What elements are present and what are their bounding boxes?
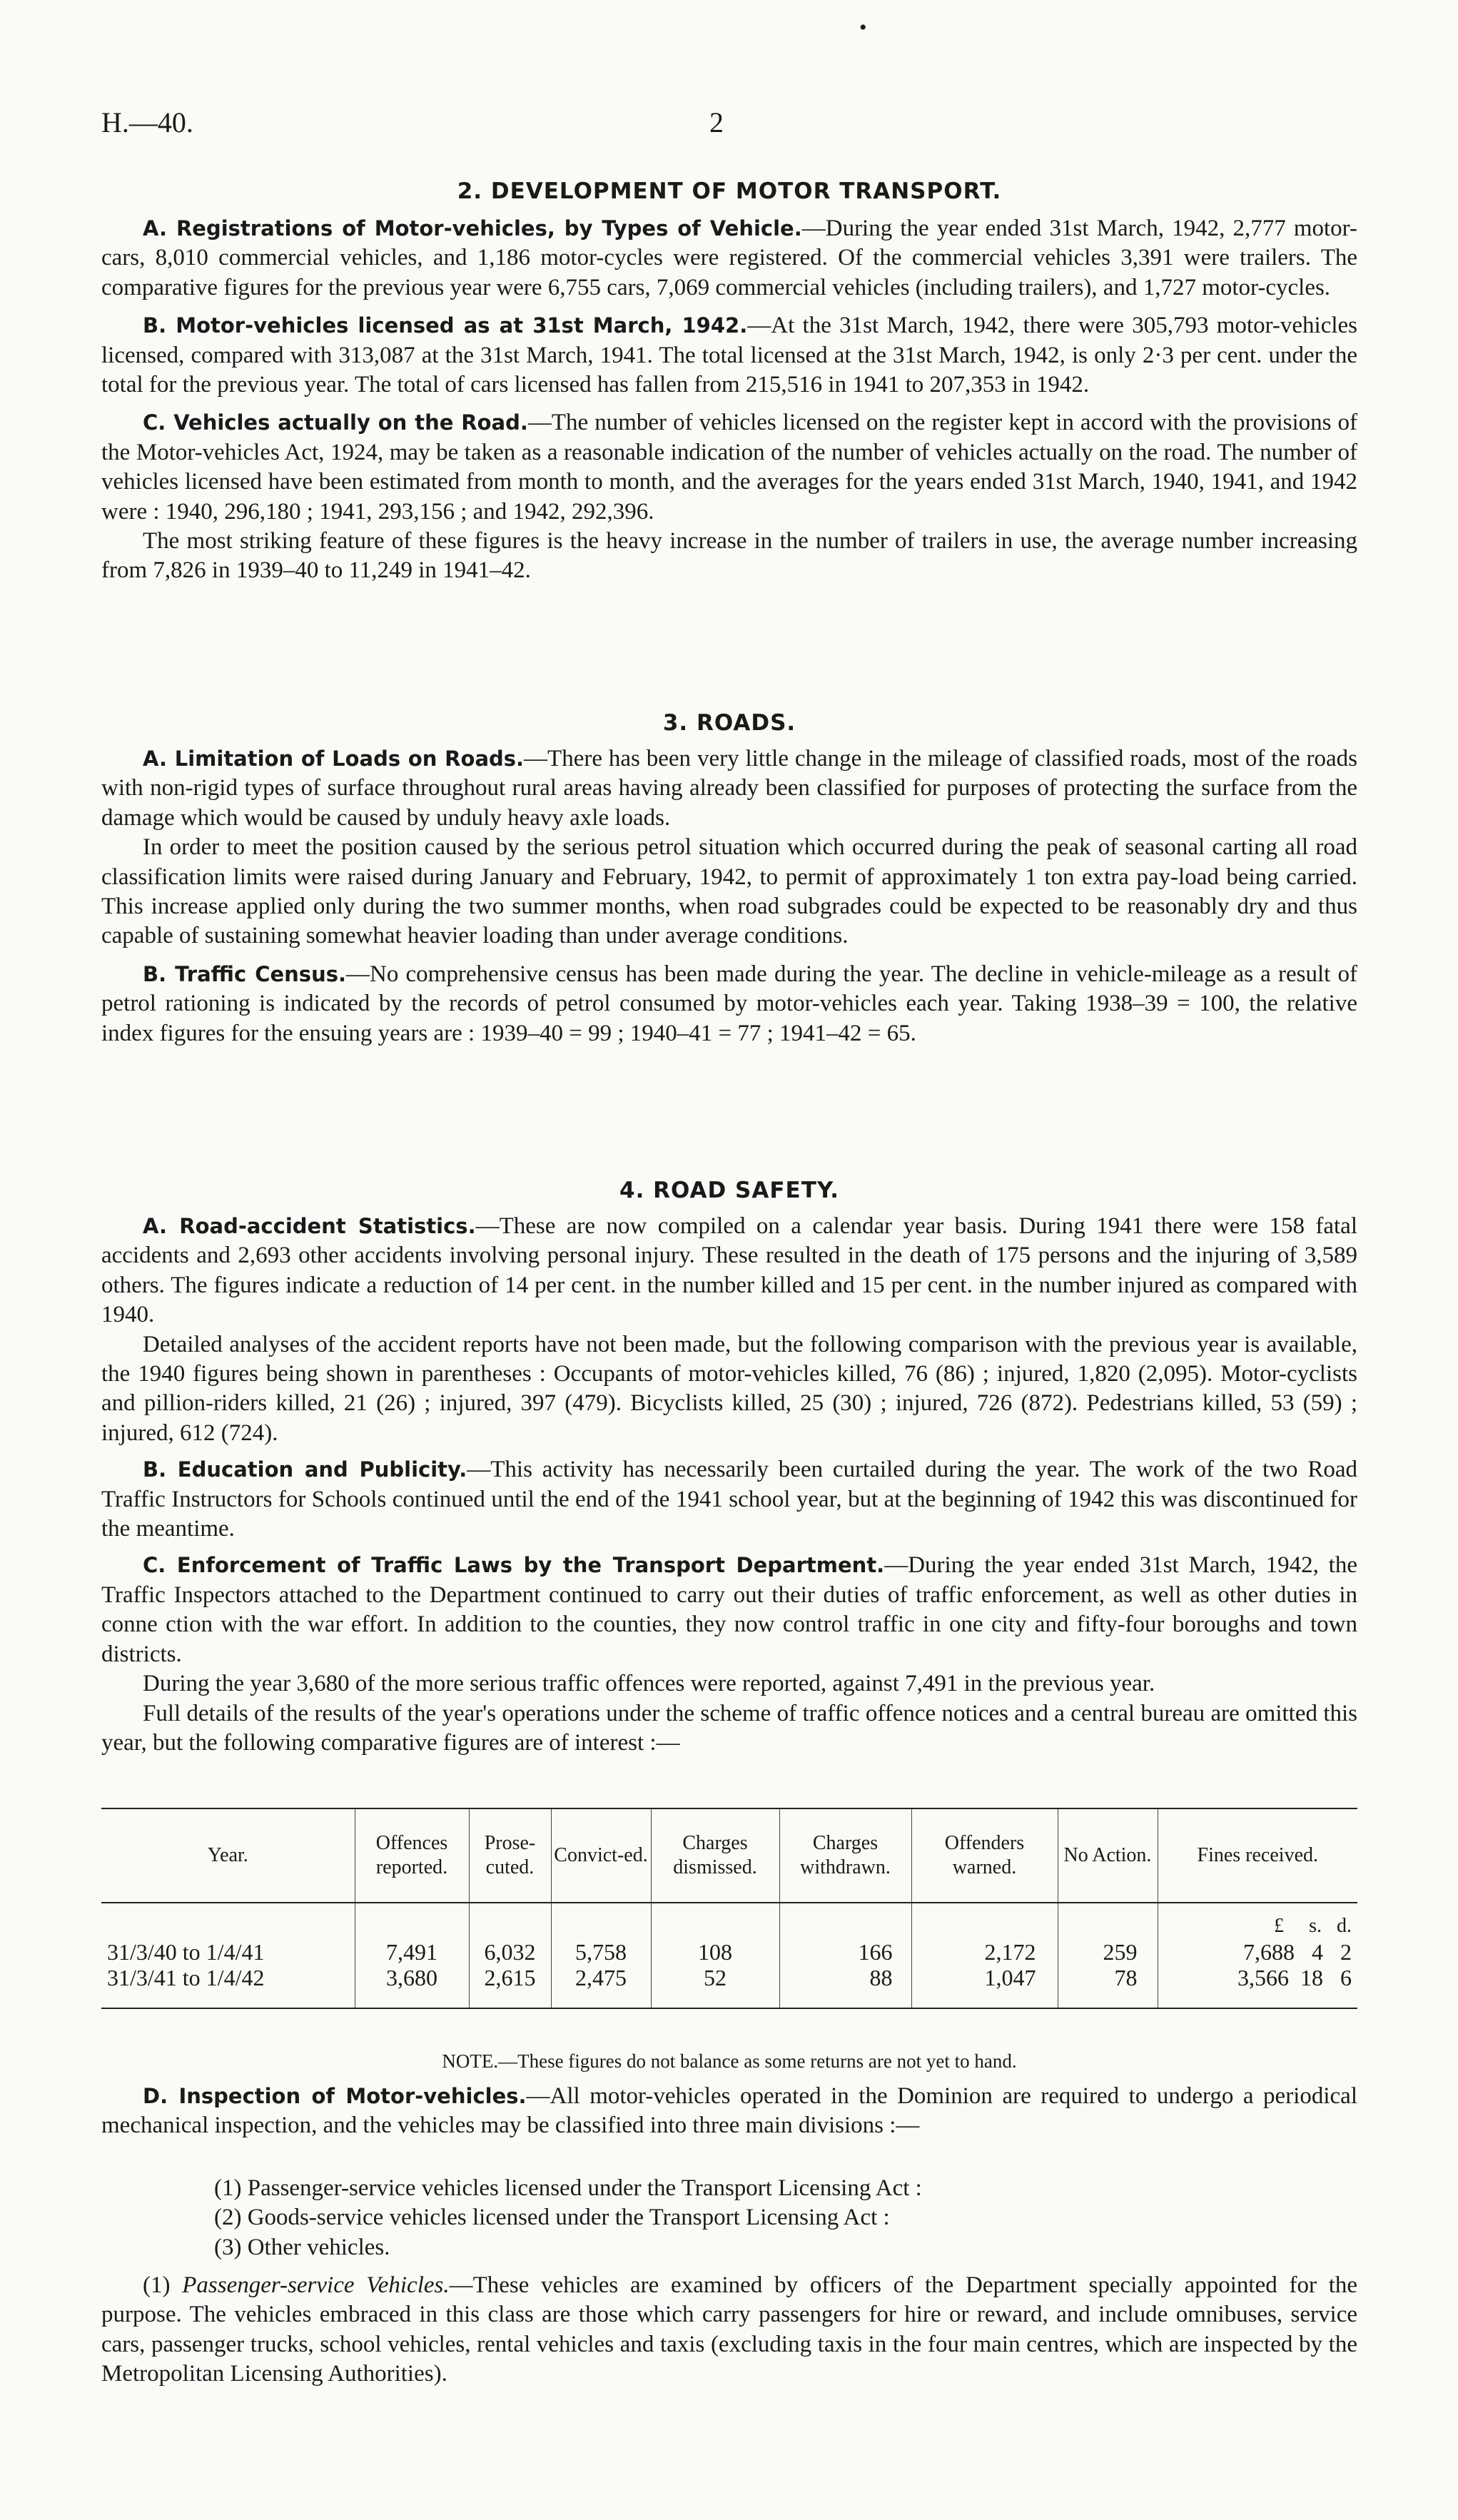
cell-fines: 3,566 18 6 <box>1158 1965 1357 2008</box>
section-2 <box>101 178 1357 586</box>
section-4c-heading: C. Enforcement of Traffic Laws by the Transport Department. <box>143 1553 885 1578</box>
section-4d-paragraph: D. Inspection of Motor-vehicles.—All motor-vehicles operated in the Dominion are required to undergo a periodical mechanical inspection, and the vehicles may be classified into three main divisions :— <box>101 2083 1357 2139</box>
section-2b-heading: B. Motor-vehicles licensed as at 31st March, 1942. <box>143 313 748 338</box>
cell-dismissed: 108 <box>651 1939 779 1965</box>
cell-year: 31/3/41 to 1/4/42 <box>101 1965 355 2008</box>
cell-prosecuted: 6,032 <box>469 1939 551 1965</box>
speck: • <box>859 16 867 39</box>
cell-convicted: 5,758 <box>551 1939 651 1965</box>
cell-withdrawn: 88 <box>779 1965 911 2008</box>
divisions-list <box>214 2174 1356 2262</box>
cell-warned: 2,172 <box>911 1939 1058 1965</box>
cell-warned: 1,047 <box>911 1965 1058 2008</box>
section-4a-paragraph-2: Detailed analyses of the accident reports have not been made, but the following comparison with the previous year is available, the 1940 figures being shown in parentheses : Occupants of motor-vehicles killed, 76 (86) ; injured, 1,820 (2,095). Motor-cyclists and pillion-riders killed, 21 (26) ; injured, 397 (479). Bicyclists killed, 25 (30) ; injured, 726 (872). Pedestrians killed, 53 (59) ; injured, 612 (724). <box>101 1331 1357 1446</box>
section-4a-heading: A. Road-accident Statistics. <box>143 1214 476 1238</box>
section-4d1 <box>101 2271 1357 2389</box>
cell-no-action: 78 <box>1058 1965 1158 2008</box>
list-item: (3) Other vehicles. <box>214 2234 390 2260</box>
cell-prosecuted: 2,615 <box>469 1965 551 2008</box>
page-number: 2 <box>709 106 724 138</box>
section-3 <box>101 710 1357 1048</box>
section-4d1-paragraph: (1) Passenger-service Vehicles.—These vehicles are examined by officers of the Department specially appointed for the purpose. The vehicles embraced in this class are those which carry passengers for hire or reward, and include omnibuses, service cars, passenger trucks, school vehicles, rental vehicles and taxis (excluding taxis in the four main centres, which are inspected by the Metropolitan Licensing Authorities). <box>101 2272 1358 2387</box>
section-2c-heading: C. Vehicles actually on the Road. <box>143 410 528 435</box>
section-2-title: 2. DEVELOPMENT OF MOTOR TRANSPORT. <box>457 178 1002 204</box>
table-note: NOTE.—These figures do not balance as some returns are not yet to hand. <box>442 2050 1017 2072</box>
section-4b-paragraph: B. Education and Publicity.—This activity has necessarily been curtailed during the year. The work of the two Road Traffic Instructors for Schools continued until the end of the 1941 school year, but at the beginning of 1942 this was discontinued for the meantime. <box>101 1457 1357 1542</box>
cell-reported: 7,491 <box>355 1939 469 1965</box>
col-reported: Offences reported. <box>355 1808 469 1903</box>
cell-convicted: 2,475 <box>551 1965 651 2008</box>
table-row <box>101 1939 1357 1965</box>
section-4d <box>101 2082 1357 2141</box>
cell-dismissed: 52 <box>651 1965 779 2008</box>
col-withdrawn: Charges withdrawn. <box>779 1808 911 1903</box>
col-fines: Fines received. <box>1158 1808 1357 1903</box>
col-no-action: No Action. <box>1058 1808 1158 1903</box>
section-4b-heading: B. Education and Publicity. <box>143 1457 467 1482</box>
money-units: £ s. d. <box>1274 1915 1352 1937</box>
section-2b-paragraph: B. Motor-vehicles licensed as at 31st March, 1942.—At the 31st March, 1942, there were 305,793 motor-vehicles licensed, compared with 313,087 at the 31st March, 1941. The total licensed at the 31st March, 1942, is only 2·3 per cent. under the total for the previous year. The total of cars licensed has fallen from 215,516 in 1941 to 207,353 in 1942. <box>101 313 1358 398</box>
traffic-offences-table <box>101 1808 1357 2009</box>
table-row <box>101 1965 1357 2008</box>
section-3b-paragraph: B. Traffic Census.—No comprehensive census has been made during the year. The decline in vehicle-mileage as a result of petrol rationing is indicated by the records of petrol consumed by motor-vehicles each year. Taking 1938–39 = 100, the relative index figures for the ensuing years are : 1939–40 = 99 ; 1940–41 = 77 ; 1941–42 = 65. <box>101 961 1358 1046</box>
section-3-title: 3. ROADS. <box>662 710 796 736</box>
money-units-row <box>101 1903 1357 1939</box>
col-warned: Offenders warned. <box>911 1808 1058 1903</box>
section-4-title: 4. ROAD SAFETY. <box>619 1178 839 1203</box>
section-4a-paragraph: A. Road-accident Statistics.—These are now compiled on a calendar year basis. During 1941 there were 158 fatal accidents and 2,693 other accidents involving personal injury. These resulted in the death of 175 persons and the injuring of 3,589 others. The figures indicate a reduction of 14 per cent. in the number killed and 15 per cent. in the number injured as compared with 1940. <box>101 1213 1357 1328</box>
section-4d1-heading: Passenger-service Vehicles. <box>182 2272 450 2298</box>
list-item: (1) Passenger-service vehicles licensed under the Transport Licensing Act : <box>214 2175 922 2201</box>
cell-fines: 7,688 4 2 <box>1243 1939 1352 1965</box>
cell-year: 31/3/40 to 1/4/41 <box>101 1939 355 1965</box>
col-prosecuted: Prose-cuted. <box>469 1808 551 1903</box>
cell-reported: 3,680 <box>355 1965 469 2008</box>
cell-no-action: 259 <box>1058 1939 1158 1965</box>
list-item: (2) Goods-service vehicles licensed under the Transport Licensing Act : <box>214 2205 890 2231</box>
section-3a-paragraph-2: In order to meet the position caused by the serious petrol situation which occurred during the peak of seasonal carting all road classification limits were raised during January and February, 1942, to permit of approximately 1 ton extra pay-load being carried. This increase applied only during the two summer months, when road subgrades could be expected to be reasonably dry and thus capable of sustaining somewhat heavier loading than under average conditions. <box>101 834 1357 949</box>
col-dismissed: Charges dismissed. <box>651 1808 779 1903</box>
cell-withdrawn: 166 <box>779 1939 911 1965</box>
section-4d-heading: D. Inspection of Motor-vehicles. <box>143 2084 527 2108</box>
section-3a-heading: A. Limitation of Loads on Roads. <box>143 747 525 771</box>
section-4c-paragraph-3: Full details of the results of the year's operations under the scheme of traffic offence notices and a central bureau are omitted this year, but the following comparative figures are of interest :— <box>101 1700 1357 1756</box>
col-convicted: Convict-ed. <box>551 1808 651 1903</box>
section-4c-paragraph: C. Enforcement of Traffic Laws by the Transport Department.—During the year ended 31st March, 1942, the Traffic Inspectors attached to the Department continued to carry out their duties of traffic enforcement, as well as other duties in conne ction with the war effort. In addition to the counties, they now control traffic in one city and fifty-four boroughs and town districts. <box>101 1552 1357 1667</box>
col-year: Year. <box>101 1808 355 1903</box>
section-2c-paragraph-2: The most striking feature of these figures is the heavy increase in the number of trailers in use, the average number increasing from 7,826 in 1939–40 to 11,249 in 1941–42. <box>101 528 1357 584</box>
section-3b-heading: B. Traffic Census. <box>143 961 346 986</box>
section-2a-paragraph: A. Registrations of Motor-vehicles, by Types of Vehicle.—During the year ended 31st March, 1942, 2,777 motor-cars, 8,010 commercial vehicles, and 1,186 motor-cycles were registered. Of the commercial vehicles 3,391 were trailers. The comparative figures for the previous year were 6,755 cars, 7,069 commercial vehicles (including trailers), and 1,727 motor-cycles. <box>101 216 1357 300</box>
section-3a-paragraph: A. Limitation of Loads on Roads.—There has been very little change in the mileage of classified roads, most of the roads with non-rigid types of surface throughout rural areas having already been classified for purposes of protecting the surface from the damage which would be caused by unduly heavy axle loads. <box>101 746 1357 831</box>
section-4 <box>101 1178 1357 1758</box>
table-header-row <box>101 1808 1357 1903</box>
section-4c-paragraph-2: During the year 3,680 of the more serious traffic offences were reported, against 7,491 in the previous year. <box>143 1671 1155 1697</box>
section-2c-paragraph: C. Vehicles actually on the Road.—The number of vehicles licensed on the register kept in accord with the provisions of the Motor-vehicles Act, 1924, may be taken as a reasonable indication of the number of vehicles actually on the road. The number of vehicles licensed have been estimated from month to month, and the averages for the years ended 31st March, 1940, 1941, and 1942 were : 1940, 296,180 ; 1941, 293,156 ; and 1942, 292,396. <box>101 410 1357 525</box>
series-number: H.—40. <box>101 106 193 138</box>
section-2a-heading: A. Registrations of Motor-vehicles, by Types of Vehicle. <box>143 216 802 241</box>
